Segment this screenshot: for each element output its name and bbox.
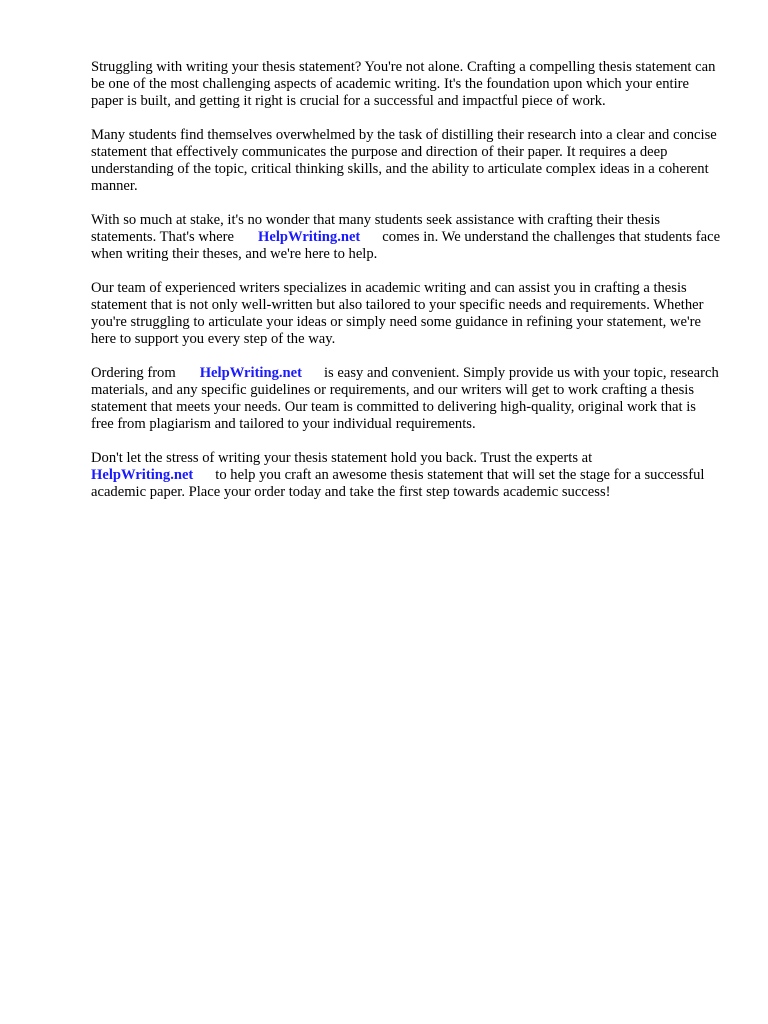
paragraph-team-text: Our team of experienced writers specializes in academic writing and can assist you in crafting a thesis statement that is not only well-written but also tailored to your specific needs and requirements. Whether you're struggling to articulate your ideas or simply need some guidance in refining your statement, we're here to support you every step of the way. xyxy=(91,280,704,347)
paragraph-assistance xyxy=(91,212,721,263)
helpwriting-link-1[interactable]: HelpWriting.net xyxy=(258,229,361,245)
paragraph-intro xyxy=(91,59,721,110)
paragraph-ordering-text-before: Ordering from xyxy=(91,365,176,381)
paragraph-assistance-text-before: With so much at stake, it's no wonder that many students seek assistance with crafting their thesis statements. That's where xyxy=(91,212,661,245)
paragraph-ordering xyxy=(91,365,721,433)
paragraph-assistance-text-after: comes in. We understand the challenges that students face when writing their theses, and we're here to help. xyxy=(91,229,721,262)
document-body xyxy=(91,59,721,518)
paragraph-closing-text-before: Don't let the stress of writing your thesis statement hold you back. Trust the experts at xyxy=(91,450,593,466)
helpwriting-link-3[interactable]: HelpWriting.net xyxy=(91,467,194,483)
paragraph-intro-text: Struggling with writing your thesis statement? You're not alone. Crafting a compelling thesis statement can be one of the most challenging aspects of academic writing. It's the foundation upon which your entire paper is built, and getting it right is crucial for a successful and impactful piece of work. xyxy=(91,59,716,109)
paragraph-closing xyxy=(91,450,721,501)
paragraph-team xyxy=(91,280,721,348)
paragraph-ordering-text-after: is easy and convenient. Simply provide us with your topic, research materials, and any specific guidelines or requirements, and our writers will get to work crafting a thesis statement that meets your needs. Our team is committed to delivering high-quality, original work that is free from plagiarism and tailored to your individual requirements. xyxy=(91,365,719,432)
paragraph-challenge xyxy=(91,127,721,195)
paragraph-closing-text-after: to help you craft an awesome thesis statement that will set the stage for a successful academic paper. Place your order today and take the first step towards academic success! xyxy=(91,467,705,500)
paragraph-challenge-text: Many students find themselves overwhelmed by the task of distilling their research into a clear and concise statement that effectively communicates the purpose and direction of their paper. It requires a deep understanding of the topic, critical thinking skills, and the ability to articulate complex ideas in a coherent manner. xyxy=(91,127,717,194)
helpwriting-link-2[interactable]: HelpWriting.net xyxy=(199,365,302,381)
